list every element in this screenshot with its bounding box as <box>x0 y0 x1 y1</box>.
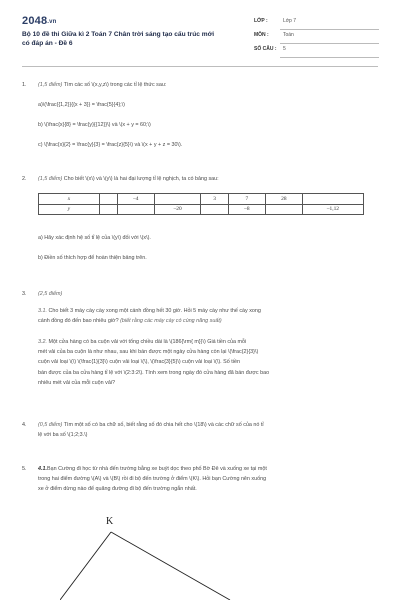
triangle-edge <box>111 532 230 600</box>
question-3-points <box>38 289 62 299</box>
triangle-edge <box>60 532 111 600</box>
question-5 <box>38 464 378 495</box>
site-logo[interactable] <box>22 15 57 27</box>
part-number: 4.1. <box>38 466 47 472</box>
line-text: Bạn Cường đi học từ nhà đến trường bằng xe buýt dọc theo phố Bờ Đê và xuống xe tại một <box>47 466 267 472</box>
table-cell <box>100 194 118 205</box>
text-line <box>38 316 378 326</box>
note-text: (biết rằng các máy cày có cùng năng suất) <box>120 318 222 325</box>
question-3-2 <box>38 337 378 388</box>
meta-grade-value: Lớp 7 <box>283 18 297 24</box>
text-line <box>38 337 378 347</box>
question-4-number: 4. <box>22 422 27 428</box>
document-header <box>0 0 400 64</box>
points: (0,5 điểm) <box>38 422 63 428</box>
table-row <box>39 204 364 215</box>
meta-question-count <box>254 44 379 58</box>
line-text: Một cửa hàng có ba cuộn vải với tổng chiều dài là \(186{\rm{ m}}\) Giá tiền của mỗi <box>48 339 247 345</box>
line-text: cánh đồng đó đến bao nhiêu giờ? <box>38 318 119 325</box>
part-number: 3.1. <box>38 308 47 314</box>
table-cell: 3 <box>201 194 228 205</box>
table-cell: y <box>39 204 100 215</box>
header-divider <box>22 66 378 67</box>
question-5-number: 5. <box>22 466 27 472</box>
text-line <box>38 306 378 316</box>
meta-subject <box>254 30 379 44</box>
table-cell <box>201 204 228 215</box>
line-text: Cho biết 3 máy cày cày xong một cánh đồng hết 30 giờ. Hỏi 5 máy cày như thế cày xong <box>48 308 261 314</box>
meta-subject-label: MÔN : <box>254 32 269 38</box>
text-line: nhiêu mét vải của mỗi cuộn vải? <box>38 379 116 386</box>
meta-count-label: SỐ CÂU : <box>254 46 277 52</box>
table-cell: –20 <box>154 204 201 215</box>
table-cell: x <box>39 194 100 205</box>
text-line: lệ với ba số \(1;2;3.\) <box>38 432 88 439</box>
question-1-number: 1. <box>22 82 27 88</box>
text-line: trong hai điểm đường \(A\) và \(B\) rồi đi bộ đến trường ở điểm \(K\). Hỏi bạn Cường nên xuống <box>38 476 267 483</box>
table-cell <box>117 204 154 215</box>
prompt-text: Cho biết \(x\) và \(y\) là hai đại lượng tỉ lệ nghịch, ta có bảng sau: <box>63 176 219 182</box>
text-line: bán được của ba cửa hàng tỉ lệ với \(2:3:2\). Tính xem trong ngày đó cửa hàng đã bán được bao <box>38 369 270 376</box>
meta-count-value: 5 <box>283 46 286 52</box>
values-table <box>38 193 364 215</box>
text-line: xe ở điểm dừng nào để quãng đường đi bộ đến trường ngắn nhất. <box>38 486 197 493</box>
points: (2,5 điểm) <box>38 291 63 297</box>
table-cell: –1,12 <box>302 204 363 215</box>
line-text: Tìm một số có ba chữ số, biết rằng số đó chia hết cho \(18\) và các chữ số của nó tỉ <box>63 422 264 428</box>
question-3-number: 3. <box>22 291 27 297</box>
text-line <box>38 464 378 474</box>
text-line: mét vải của ba cuộn là như nhau, sau khi bán được một ngày cửa hàng còn lại \(\frac{2}{3}\) <box>38 349 259 356</box>
question-1b: b) \(\frac{x}{8} = \frac{y}{{12}}\) và \(x + y = 60;\) <box>38 122 151 128</box>
points: (1,5 điểm) <box>38 82 63 88</box>
page-title: Bộ 10 đề thi Giữa kì 2 Toán 7 Chân trời sáng tạo cấu trúc mới có đáp án - Đề 6 <box>22 31 215 47</box>
meta-grade-label: LỚP : <box>254 18 268 24</box>
meta-underline <box>280 57 379 58</box>
text-line: cuộn vải loại \(\) \(\frac{1}{3}\) cuộn vải loại \(\), \(\frac{3}{5}\) cuộn vải loại \(\). Số tiền <box>38 359 240 366</box>
logo-text: 2048 <box>22 15 48 27</box>
table-cell: –8 <box>228 204 265 215</box>
point-k-label: K <box>106 516 114 527</box>
part-number: 3.2. <box>38 339 47 345</box>
table-cell: –4 <box>117 194 154 205</box>
question-1-prompt <box>38 80 166 90</box>
table-cell <box>100 204 118 215</box>
question-2-prompt <box>38 174 219 184</box>
text-line <box>38 420 378 430</box>
table-cell <box>265 204 302 215</box>
points: (1,5 điểm) <box>38 176 63 182</box>
question-4 <box>38 420 378 440</box>
table-cell <box>302 194 363 205</box>
table-cell <box>154 194 201 205</box>
question-2-number: 2. <box>22 176 27 182</box>
table-cell: 7 <box>228 194 265 205</box>
prompt-text: Tìm các số \(x,y,z\) trong các tỉ lệ thức sau: <box>63 82 167 88</box>
question-3-1 <box>38 306 378 326</box>
question-2a: a) Hãy xác định hệ số tỉ lệ của \(y\) đối với \(x\). <box>38 235 151 241</box>
meta-grade <box>254 16 379 30</box>
table-row <box>39 194 364 205</box>
question-1c: c) \(\frac{x}{2} = \frac{y}{3} = \frac{z}{5}\) và \(x + y + z = 30\). <box>38 142 183 148</box>
question-2b: b) Điền số thích hợp để hoàn thiện bảng trên. <box>38 255 147 261</box>
triangle-figure <box>60 510 260 600</box>
question-1a: a)\(\frac{{1,2}}{{x + 3}} = \frac{5}{4};\) <box>38 102 125 108</box>
logo-suffix: .vn <box>47 19 57 25</box>
table-cell: 28 <box>265 194 302 205</box>
meta-subject-value: Toán <box>283 32 294 38</box>
